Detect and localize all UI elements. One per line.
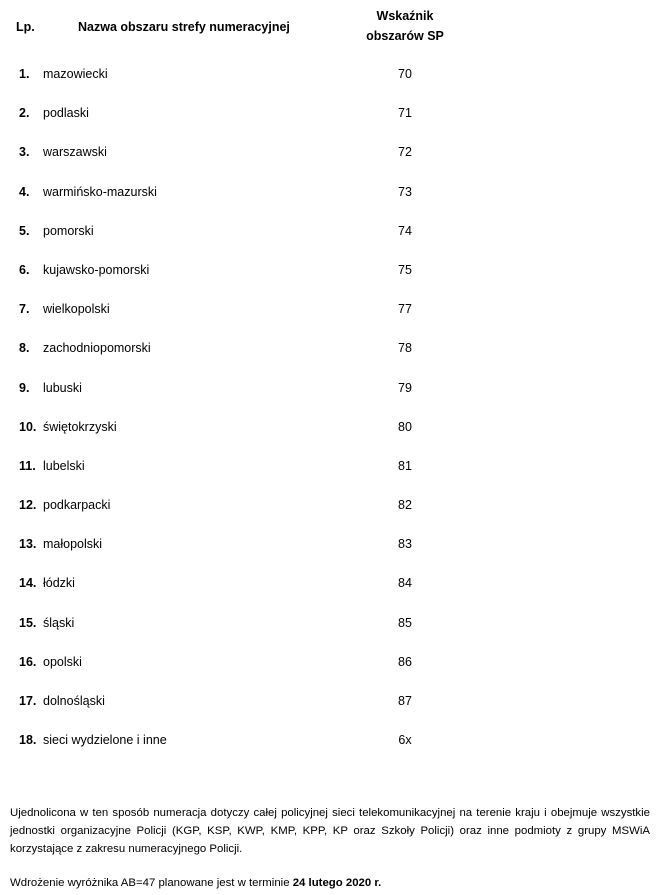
row-number: 4. xyxy=(19,184,30,199)
table-row xyxy=(0,291,660,330)
row-number: 8. xyxy=(19,341,30,356)
footer-date: 24 lutego 2020 r. xyxy=(292,877,382,889)
row-number: 14. xyxy=(19,576,37,591)
row-indicator-value: 6x xyxy=(398,733,412,748)
row-area-name: kujawsko-pomorski xyxy=(43,262,150,277)
table-row xyxy=(0,370,660,409)
table-row xyxy=(0,56,660,95)
table-row xyxy=(0,605,660,644)
row-area-name: opolski xyxy=(43,654,82,669)
row-area-name: łódzki xyxy=(43,576,75,591)
row-area-name: podlaski xyxy=(43,106,89,121)
row-area-name: pomorski xyxy=(43,223,94,238)
table-row xyxy=(0,683,660,722)
row-area-name: świętokrzyski xyxy=(43,419,117,434)
row-indicator-value: 74 xyxy=(398,223,412,238)
row-indicator-value: 79 xyxy=(398,380,412,395)
header-indicator-line2: obszarów SP xyxy=(366,29,444,43)
row-number: 5. xyxy=(19,223,30,238)
row-number: 16. xyxy=(19,654,37,669)
row-number: 15. xyxy=(19,615,37,630)
row-number: 12. xyxy=(19,498,37,513)
row-number: 11. xyxy=(19,458,36,473)
table-row xyxy=(0,565,660,604)
row-number: 1. xyxy=(19,67,30,81)
row-indicator-value: 77 xyxy=(398,302,412,317)
row-indicator-value: 75 xyxy=(398,262,412,277)
row-area-name: warszawski xyxy=(43,145,107,160)
header-indicator-line1: Wskaźnik xyxy=(376,9,434,23)
note-paragraph: Ujednolicona w ten sposób numeracja dotyczy całej policyjnej sieci telekomunikacyjnej na terenie kraju i obejmuje wszystkie jednostki organizacyjne Policji (KGP, KSP, KWP, KMP, KPP, KP oraz Szkoły Policji) oraz inne podmioty z grupy MSWiA korzystające z zakresu numeracyjnego Policji. xyxy=(10,807,650,855)
row-indicator-value: 71 xyxy=(398,106,412,121)
row-area-name: zachodniopomorski xyxy=(43,341,151,356)
row-indicator-value: 82 xyxy=(398,498,412,513)
row-area-name: podkarpacki xyxy=(43,498,111,513)
row-indicator-value: 83 xyxy=(398,537,412,552)
row-indicator-value: 84 xyxy=(398,576,412,591)
row-indicator-value: 73 xyxy=(398,184,412,199)
row-number: 9. xyxy=(19,380,30,395)
row-number: 18. xyxy=(19,733,37,748)
table-row xyxy=(0,330,660,369)
table-row xyxy=(0,213,660,252)
row-number: 3. xyxy=(19,145,30,160)
table-header xyxy=(0,0,660,54)
table-row xyxy=(0,526,660,565)
row-indicator-value: 85 xyxy=(398,615,412,630)
row-number: 17. xyxy=(19,694,37,708)
row-area-name: lubelski xyxy=(43,458,85,473)
row-number: 13. xyxy=(19,537,37,552)
row-indicator-value: 72 xyxy=(398,145,412,160)
header-area-name: Nazwa obszaru strefy numeracyjnej xyxy=(78,20,290,34)
table-body xyxy=(0,56,660,761)
row-number: 2. xyxy=(19,106,30,121)
table-row xyxy=(0,95,660,134)
row-number: 10. xyxy=(19,419,37,434)
row-number: 6. xyxy=(19,262,30,277)
row-indicator-value: 80 xyxy=(398,419,412,434)
row-indicator-value: 78 xyxy=(398,341,412,356)
table-row xyxy=(0,409,660,448)
row-indicator-value: 81 xyxy=(398,458,412,473)
row-area-name: wielkopolski xyxy=(43,302,110,317)
table-row xyxy=(0,487,660,526)
header-lp: Lp. xyxy=(16,20,35,34)
row-indicator-value: 87 xyxy=(398,694,412,708)
row-area-name: dolnośląski xyxy=(43,694,105,708)
row-indicator-value: 70 xyxy=(398,67,412,81)
footer-text: Wdrożenie wyróżnika AB=47 planowane jest w terminie xyxy=(10,877,293,889)
row-area-name: śląski xyxy=(43,615,75,630)
table-row xyxy=(0,174,660,213)
header-indicator xyxy=(350,6,460,46)
table-row xyxy=(0,252,660,291)
row-area-name: warmińsko-mazurski xyxy=(43,184,157,199)
row-area-name: mazowiecki xyxy=(43,67,108,81)
table-row xyxy=(0,644,660,683)
row-area-name: małopolski xyxy=(43,537,103,552)
table-row xyxy=(0,134,660,173)
table-row xyxy=(0,448,660,487)
row-area-name: lubuski xyxy=(43,380,82,395)
row-indicator-value: 86 xyxy=(398,654,412,669)
footer-paragraph xyxy=(10,874,650,892)
row-area-name: sieci wydzielone i inne xyxy=(43,733,167,748)
row-number: 7. xyxy=(19,302,30,317)
table-row xyxy=(0,722,660,761)
